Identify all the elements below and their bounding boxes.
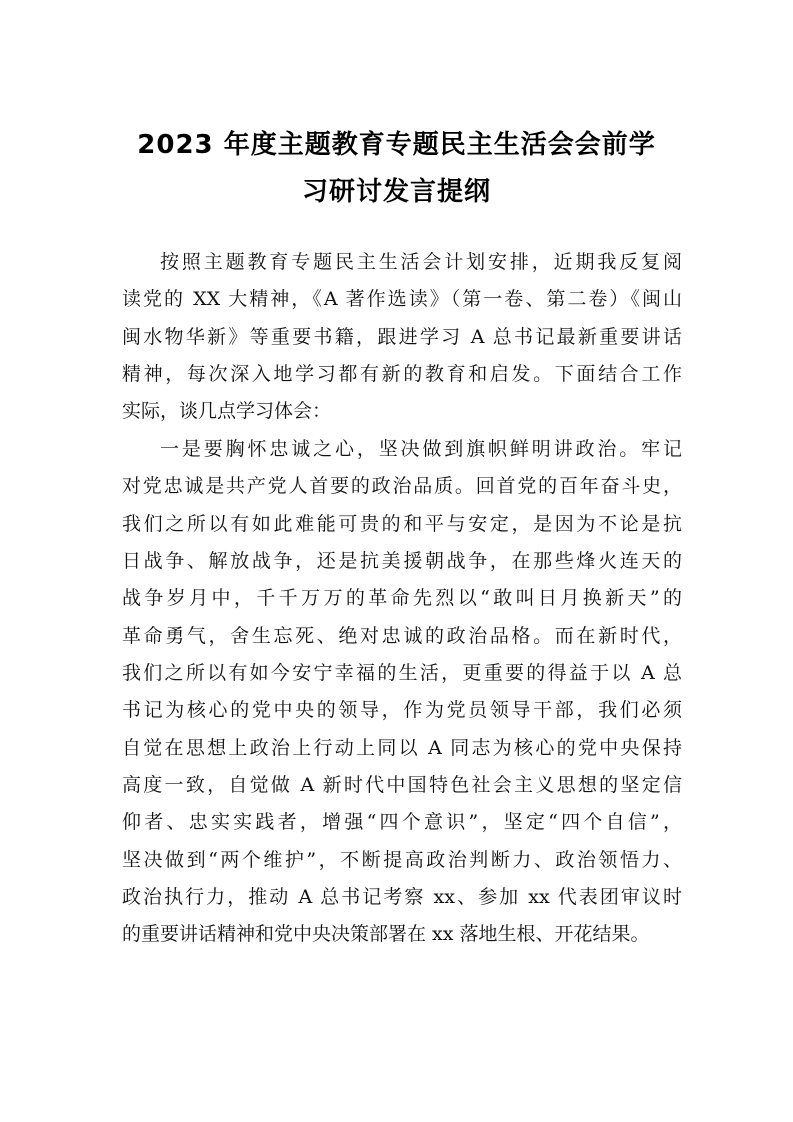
paragraph-line: 的重要讲话精神和党中央决策部署在 xx 落地生根、开花结果。	[122, 923, 650, 945]
paragraph-line: 坚决做到“两个维护”，不断提高政治判断力、政治领悟力、	[122, 849, 682, 871]
paragraph-line: 日战争、解放战争，还是抗美援朝战争，在那些烽火连天的	[122, 550, 682, 572]
paragraph-line: 革命勇气，舍生忘死、绝对忠诚的政治品格。而在新时代，	[122, 625, 682, 647]
document-title-line-1: 2023 年度主题教育专题民主生活会会前学	[137, 130, 656, 160]
paragraph-line: 闽水物华新》等重要书籍，跟进学习 A 总书记最新重要讲话	[122, 326, 682, 348]
document-title-line-2: 习研讨发言提纲	[301, 177, 491, 207]
paragraph-line: 高度一致，自觉做 A 新时代中国特色社会主义思想的坚定信	[122, 774, 682, 796]
paragraph-line: 我们之所以有如此难能可贵的和平与安定，是因为不论是抗	[122, 513, 682, 535]
paragraph-line: 仰者、忠实实践者，增强“四个意识”，坚定“四个自信”，	[122, 811, 682, 833]
paragraph-line: 我们之所以有如今安宁幸福的生活，更重要的得益于以 A 总	[122, 662, 682, 684]
paragraph-line: 按照主题教育专题民主生活会计划安排，近期我反复阅	[160, 251, 682, 273]
paragraph-line: 实际，谈几点学习体会：	[122, 400, 332, 422]
paragraph-line: 一是要胸怀忠诚之心，坚决做到旗帜鲜明讲政治。牢记	[160, 438, 682, 460]
paragraph-line: 战争岁月中，千千万万的革命先烈以“敢叫日月换新天”的	[122, 587, 682, 609]
paragraph-line: 对党忠诚是共产党人首要的政治品质。回首党的百年奋斗史，	[122, 475, 682, 497]
paragraph-line: 自觉在思想上政治上行动上同以 A 同志为核心的党中央保持	[122, 737, 682, 759]
paragraph-line: 读党的 XX 大精神，《A 著作选读》（第一卷、第二卷）《闽山	[122, 288, 682, 310]
paragraph-line: 政治执行力，推动 A 总书记考察 xx、参加 xx 代表团审议时	[122, 886, 682, 908]
paragraph-line: 精神，每次深入地学习都有新的教育和启发。下面结合工作	[122, 363, 682, 385]
paragraph-line: 书记为核心的党中央的领导，作为党员领导干部，我们必须	[122, 699, 682, 721]
